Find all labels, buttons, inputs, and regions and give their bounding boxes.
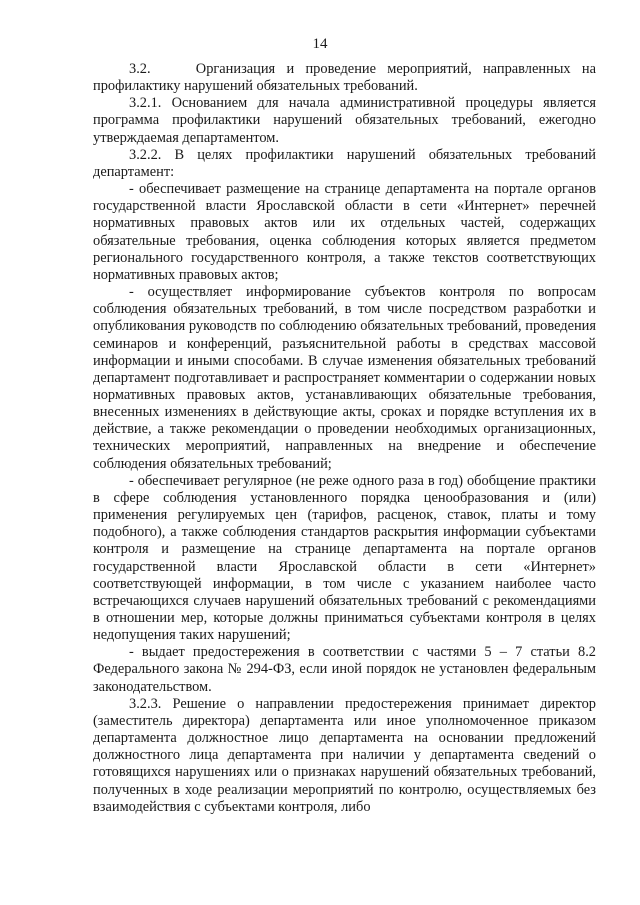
list-item-placement-of-acts: - обеспечивает размещение на странице департамента на портале органов государственной власти Ярославской области в сети «Интернет» перечней нормативных правовых актов или их отдельных частей, содержащих обязательные требования, оценка соблюдения которых является предметом регионального государственного контроля, а также текстов соответствующих нормативных правовых актов;: [93, 181, 596, 283]
list-item-practice-generalization: - обеспечивает регулярное (не реже одного раза в год) обобщение практики в сфере соблюдения установленного порядка ценообразования и (или) применения регулируемых цен (тарифов, расценок, ставок, платы и тому подобного), а также соблюдения стандартов раскрытия информации субъектами контроля и размещение на странице департамента на портале органов государственной власти Ярославской области в сети «Интернет» соответствующей информации, в том числе с указанием наиболее часто встречающихся случаев нарушений обязательных требований с рекомендациями в отношении мер, которые должны приниматься субъектами контроля в целях недопущения таких нарушений;: [93, 472, 596, 644]
document-body: [93, 61, 596, 816]
paragraph-3-2-3: 3.2.3. Решение о направлении предостережения принимает директор (заместитель директора) департамента или иное уполномоченное приказом департамента должностное лицо департамента на основании предложений должностного лица департамента при наличии у департамента сведений о готовящихся нарушениях или о признаках нарушений обязательных требований, полученных в ходе реализации мероприятий по контролю, осуществляемых без взаимодействия с субъектами контроля, либо: [93, 695, 596, 815]
paragraph-3-2-heading: 3.2. Организация и проведение мероприятий, направленных на профилактику нарушений обязательных требований.: [93, 61, 596, 95]
paragraph-3-2-1: 3.2.1. Основанием для начала административной процедуры является программа профилактики нарушений обязательных требований, ежегодно утверждаемая департаментом.: [93, 95, 596, 146]
list-item-warnings: - выдает предостережения в соответствии с частями 5 – 7 статьи 8.2 Федерального закона № 294-ФЗ, если иной порядок не установлен федеральным законодательством.: [93, 644, 596, 695]
paragraph-3-2-2: 3.2.2. В целях профилактики нарушений обязательных требований департамент:: [93, 146, 596, 180]
page-number: 14: [312, 36, 328, 52]
list-item-informing-subjects: - осуществляет информирование субъектов контроля по вопросам соблюдения обязательных требований, в том числе посредством разработки и опубликования руководств по соблюдению обязательных требований, проведения семинаров и конференций, разъяснительной работы в средствах массовой информации и иными способами. В случае изменения обязательных требований департамент подготавливает и распространяет комментарии о содержании новых нормативных правовых актов, устанавливающих обязательные требования, внесенных изменениях в действующие акты, сроках и порядке вступления их в действие, а также рекомендации о проведении необходимых организационных, технических мероприятий, направленных на внедрение и обеспечение соблюдения обязательных требований;: [93, 284, 596, 472]
